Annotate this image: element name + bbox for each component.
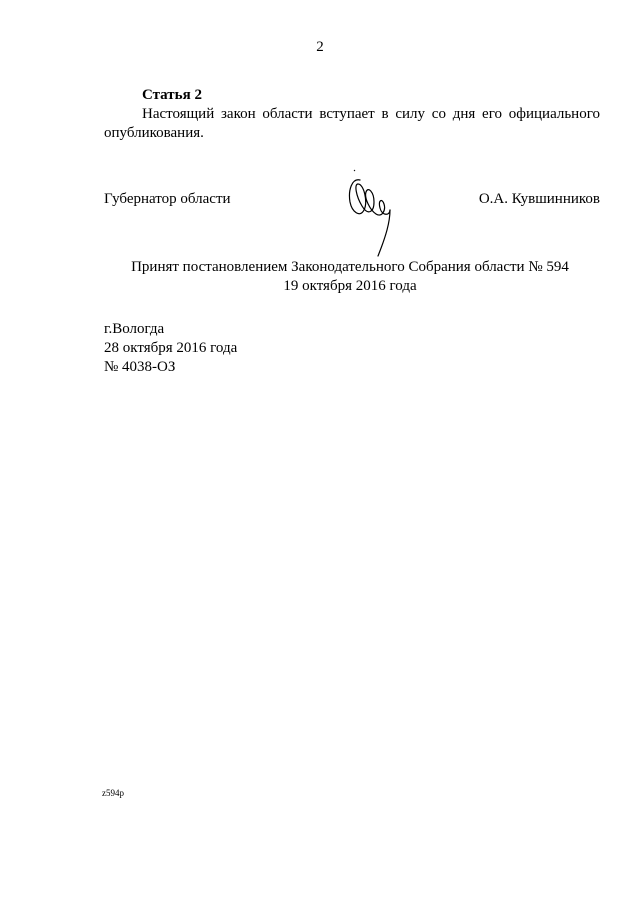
article-section xyxy=(104,86,600,143)
adoption-info xyxy=(0,258,640,296)
article-text: Настоящий закон области вступает в силу со дня его официального опубликования. xyxy=(104,106,600,141)
adoption-line-2: 19 октября 2016 года xyxy=(283,278,417,294)
signer-name: О.А. Кувшинников xyxy=(478,191,600,207)
place-date-block xyxy=(104,320,237,377)
signer-title: Губернатор области xyxy=(104,191,231,207)
law-number: № 4038-ОЗ xyxy=(104,359,176,375)
city: г.Вологда xyxy=(104,321,165,337)
adoption-line-1: Принят постановлением Законодательного Собрания области № 594 xyxy=(131,259,569,275)
footer-code: z594p xyxy=(102,788,124,798)
article-title: Статья 2 xyxy=(142,87,202,103)
page-number: 2 xyxy=(316,39,324,55)
law-date: 28 октября 2016 года xyxy=(104,340,238,356)
handwritten-signature xyxy=(338,166,404,266)
